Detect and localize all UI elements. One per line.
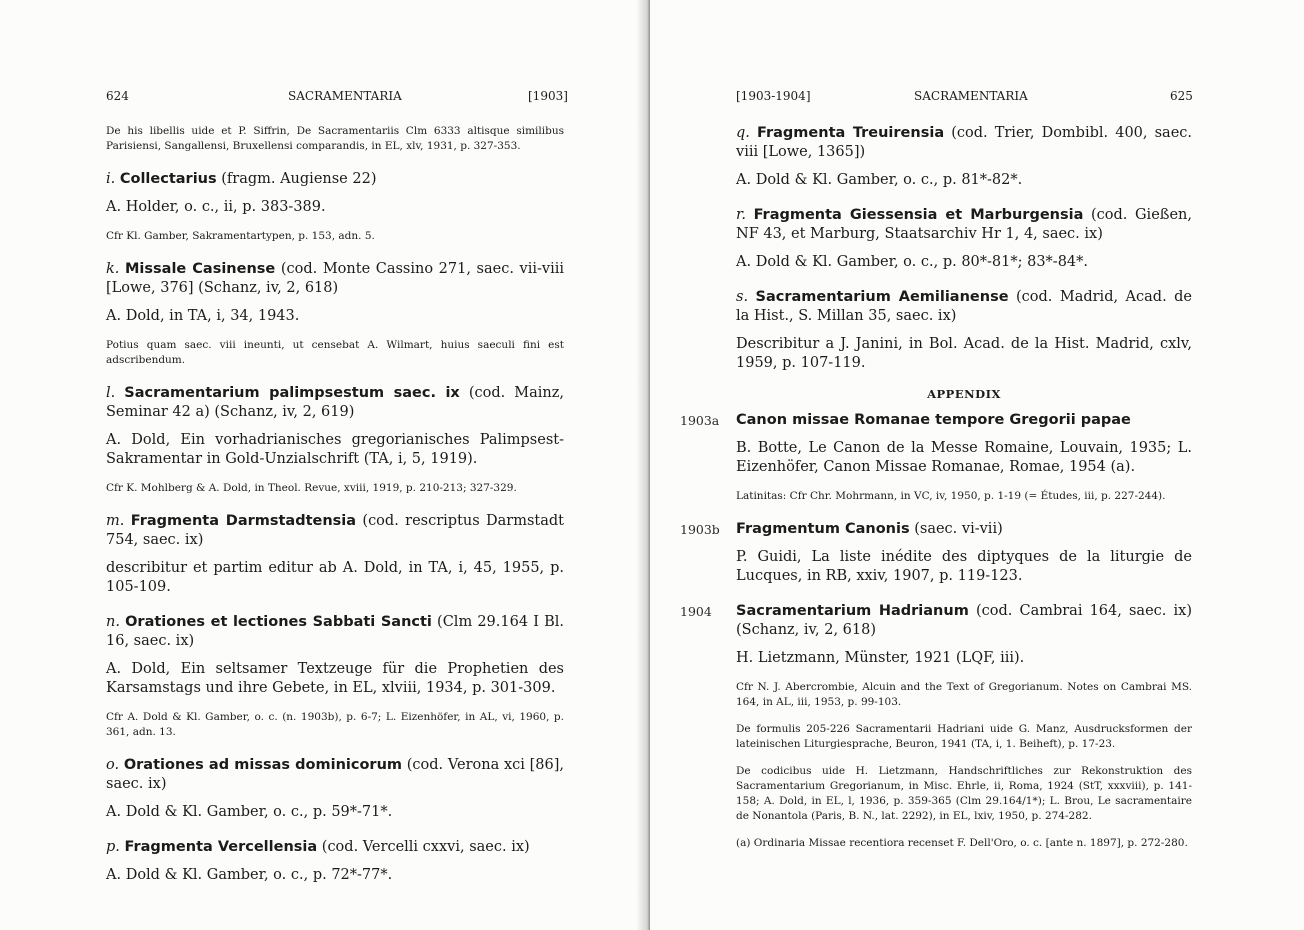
paragraph-text: (a) Ordinaria Missae recentiora recenset F. Dell'Oro, o. c. [ante n. 1897], p. 272-280.	[736, 837, 1188, 849]
entry-paragraph	[106, 756, 564, 794]
paragraph-text: A. Dold & Kl. Gamber, o. c., p. 59*-71*.	[106, 804, 393, 820]
entry-title: Fragmentum Canonis	[736, 521, 910, 537]
paragraph-text: A. Dold, in TA, i, 34, 1943.	[106, 308, 300, 324]
paragraph-text: A. Dold, Ein seltsamer Textzeuge für die Prophetien des Karsamstags und ihre Gebete, in EL, xlviii, 1934, p. 301-309.	[106, 661, 564, 696]
entry-paragraph	[106, 838, 564, 857]
entry-paragraph	[736, 206, 1192, 244]
entry-letter: p.	[106, 839, 120, 855]
entry-letter: q.	[736, 125, 750, 141]
entry-paragraph	[736, 335, 1192, 373]
note-paragraph	[736, 722, 1192, 752]
left-running-title: SACRAMENTARIA	[288, 89, 402, 103]
paragraph-text: A. Dold & Kl. Gamber, o. c., p. 80*-81*; 83*-84*.	[736, 254, 1089, 270]
entry-paragraph	[736, 288, 1192, 326]
entry-paragraph	[106, 307, 564, 326]
paragraph-text: (fragm. Augiense 22)	[216, 171, 377, 187]
entry-paragraph	[106, 613, 564, 651]
paragraph-text: De his libellis uide et P. Siffrin, De Sacramentariis Clm 6333 altisque similibus Parisiensi, Sangallensi, Bruxellensi comparandis, in EL, xlv, 1931, p. 327-353.	[106, 125, 564, 152]
paragraph-text: (cod. rescriptus Darmstadt 754, saec. ix)	[106, 513, 565, 548]
paragraph-text: B. Botte, Le Canon de la Messe Romaine, Louvain, 1935; L. Eizenhöfer, Canon Missae Romanae, Romae, 1954 (a).	[736, 440, 1192, 475]
entry-paragraph	[106, 803, 564, 822]
entry-paragraph	[106, 559, 564, 597]
entry-title: Canon missae Romanae tempore Gregorii papae	[736, 412, 1131, 428]
entry-title: Fragmenta Darmstadtensia	[130, 513, 357, 529]
paragraph-text: A. Dold, Ein vorhadrianisches gregorianisches Palimpsest-Sakramentar in Gold-Unzialschrift (TA, i, 5, 1919).	[106, 432, 564, 467]
entry-paragraph	[736, 439, 1192, 477]
paragraph-text: (cod. Cambrai 164, saec. ix) (Schanz, iv, 2, 618)	[736, 603, 1192, 638]
entry-paragraph	[680, 520, 1192, 539]
note-paragraph	[106, 710, 564, 740]
entry-letter: k.	[106, 261, 120, 277]
paragraph-text: Cfr K. Mohlberg & A. Dold, in Theol. Revue, xviii, 1919, p. 210-213; 327-329.	[106, 482, 517, 494]
appendix-heading: APPENDIX	[927, 387, 1001, 401]
entry-paragraph	[736, 649, 1192, 668]
paragraph-text: (cod. Madrid, Acad. de la Hist., S. Millan 35, saec. ix)	[736, 289, 1192, 324]
entry-letter: i.	[106, 171, 116, 187]
margin-number: 1903b	[680, 522, 720, 537]
entry-paragraph	[106, 512, 564, 550]
left-body	[106, 124, 564, 885]
left-section-number: [1903]	[528, 89, 568, 103]
paragraph-text: (cod. Mainz, Seminar 42 a) (Schanz, iv, 2, 619)	[106, 385, 564, 420]
paragraph-text: (saec. vi-vii)	[909, 521, 1003, 537]
entry-paragraph	[736, 548, 1192, 586]
entry-paragraph	[680, 602, 1192, 640]
entry-paragraph	[106, 660, 564, 698]
paragraph-text: (cod. Vercelli cxxvi, saec. ix)	[317, 839, 530, 855]
paragraph-text: De codicibus uide H. Lietzmann, Handschriftliches zur Rekonstruktion des Sacramentarium Gregorianum, in Misc. Ehrle, ii, Roma, 1924 (StT, xxxviii), p. 141-158; A. Dold, in EL, l, 1936, p. 359-365 (Clm 29.164/1*); L. Brou, Le sacramentaire de Nonantola (Paris, B. N., lat. 2292), in EL, lxiv, 1950, p. 274-282.	[736, 765, 1192, 822]
entry-title: Missale Casinense	[125, 261, 276, 277]
paragraph-text: Cfr A. Dold & Kl. Gamber, o. c. (n. 1903b), p. 6-7; L. Eizenhöfer, in AL, vi, 1960, p. 361, adn. 13.	[106, 711, 564, 738]
paragraph-text: (cod. Monte Cassino 271, saec. vii-viii [Lowe, 376] (Schanz, iv, 2, 618)	[106, 261, 564, 296]
entry-title: Collectarius	[119, 171, 217, 187]
paragraph-text: (Clm 29.164 I Bl. 16, saec. ix)	[106, 614, 564, 649]
entry-paragraph	[736, 171, 1192, 190]
entry-paragraph	[736, 124, 1192, 162]
paragraph-text: A. Holder, o. c., ii, p. 383-389.	[106, 199, 326, 215]
note-paragraph	[106, 338, 564, 368]
entry-paragraph	[106, 431, 564, 469]
entry-paragraph	[106, 198, 564, 217]
entry-paragraph	[736, 253, 1192, 272]
note-paragraph	[736, 836, 1192, 851]
entry-letter: s.	[736, 289, 749, 305]
right-body	[680, 124, 1193, 851]
entry-title: Orationes ad missas dominicorum	[123, 757, 403, 773]
right-page	[650, 0, 1304, 930]
right-page-number: 625	[1170, 89, 1193, 103]
paragraph-text: (cod. Trier, Dombibl. 400, saec. viii [Lowe, 1365])	[736, 125, 1193, 160]
margin-number: 1904	[680, 604, 712, 619]
entry-paragraph	[106, 260, 564, 298]
entry-letter: l.	[106, 385, 116, 401]
entry-paragraph	[106, 384, 564, 422]
margin-number: 1903a	[680, 413, 720, 428]
paragraph-text: De formulis 205-226 Sacramentarii Hadriani uide G. Manz, Ausdrucksformen der lateinischen Liturgiesprache, Beuron, 1941 (TA, i, 1. Beiheft), p. 17-23.	[736, 723, 1192, 750]
note-paragraph	[106, 229, 564, 244]
paragraph-text: Potius quam saec. viii ineunti, ut censebat A. Wilmart, huius saeculi fini est adscribendum.	[106, 339, 564, 366]
right-section-number: [1903-1904]	[736, 89, 811, 103]
left-page	[0, 0, 648, 930]
paragraph-text: Latinitas: Cfr Chr. Mohrmann, in VC, iv, 1950, p. 1-19 (= Études, iii, p. 227-244).	[736, 490, 1166, 502]
entry-letter: n.	[106, 614, 120, 630]
note-paragraph	[736, 489, 1192, 504]
entry-title: Sacramentarium palimpsestum saec. ix	[124, 385, 460, 401]
paragraph-text: (cod. Verona xci [86], saec. ix)	[106, 757, 564, 792]
entry-paragraph	[106, 866, 564, 885]
paragraph-text: H. Lietzmann, Münster, 1921 (LQF, iii).	[736, 650, 1025, 666]
entry-title: Fragmenta Giessensia et Marburgensia	[753, 207, 1084, 223]
left-page-number: 624	[106, 89, 129, 103]
note-paragraph	[736, 680, 1192, 710]
paragraph-text: A. Dold & Kl. Gamber, o. c., p. 72*-77*.	[106, 867, 393, 883]
entry-title: Fragmenta Treuirensia	[757, 125, 945, 141]
entry-paragraph	[680, 411, 1192, 430]
paragraph-text: Cfr N. J. Abercrombie, Alcuin and the Text of Gregorianum. Notes on Cambrai MS. 164, in AL, iii, 1953, p. 99-103.	[736, 681, 1192, 708]
entry-title: Sacramentarium Aemilianense	[755, 289, 1009, 305]
paragraph-text: (cod. Gießen, NF 43, et Marburg, Staatsarchiv Hr 1, 4, saec. ix)	[736, 207, 1192, 242]
paragraph-text: Describitur a J. Janini, in Bol. Acad. de la Hist. Madrid, cxlv, 1959, p. 107-119.	[736, 336, 1192, 371]
note-paragraph	[106, 481, 564, 496]
note-paragraph	[106, 124, 564, 154]
entry-title: Fragmenta Vercellensia	[124, 839, 318, 855]
entry-paragraph	[106, 170, 564, 189]
paragraph-text: describitur et partim editur ab A. Dold, in TA, i, 45, 1955, p. 105-109.	[106, 560, 564, 595]
note-paragraph	[736, 764, 1192, 824]
entry-letter: o.	[106, 757, 120, 773]
entry-letter: m.	[106, 513, 125, 529]
entry-title: Sacramentarium Hadrianum	[736, 603, 969, 619]
paragraph-text: Cfr Kl. Gamber, Sakramentartypen, p. 153, adn. 5.	[106, 230, 375, 242]
entry-title: Orationes et lectiones Sabbati Sancti	[125, 614, 432, 630]
entry-letter: r.	[736, 207, 746, 223]
paragraph-text: A. Dold & Kl. Gamber, o. c., p. 81*-82*.	[736, 172, 1023, 188]
right-running-title: SACRAMENTARIA	[914, 89, 1028, 103]
paragraph-text: P. Guidi, La liste inédite des diptyques de la liturgie de Lucques, in RB, xxiv, 1907, p. 119-123.	[736, 549, 1192, 584]
